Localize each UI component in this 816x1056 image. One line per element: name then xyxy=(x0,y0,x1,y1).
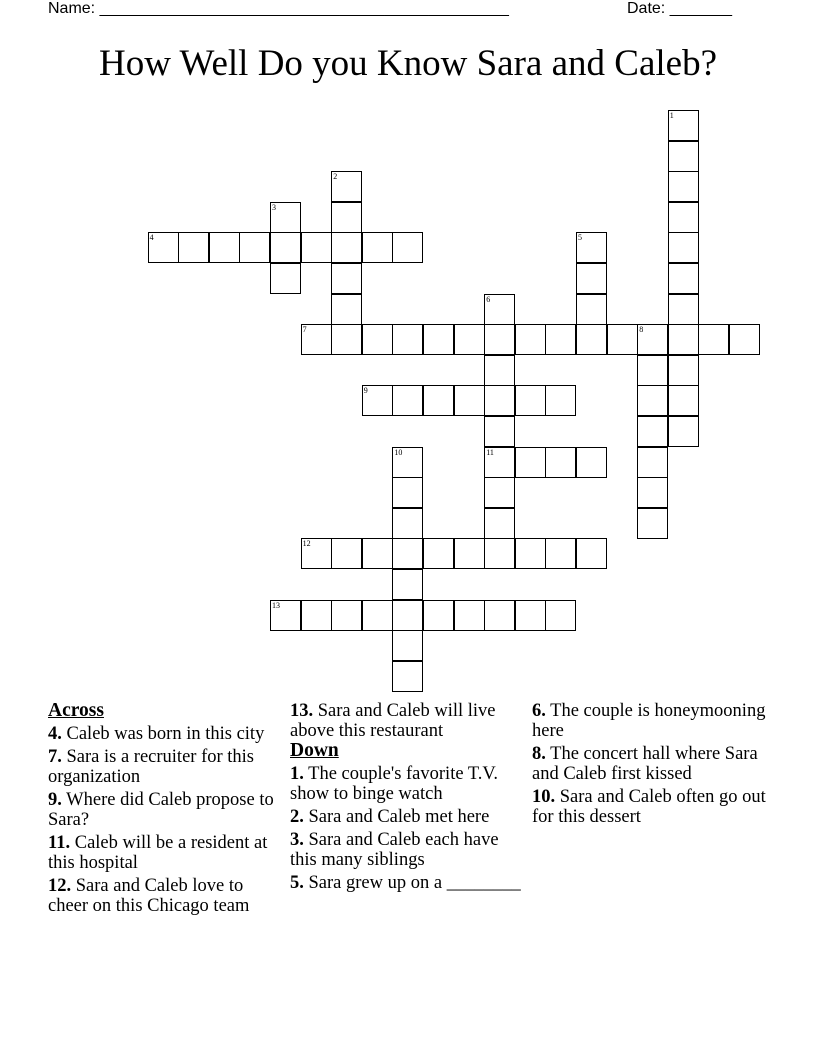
clue-down-1: 1. The couple's favorite T.V. show to binge watch xyxy=(290,764,498,804)
grid-cell[interactable] xyxy=(576,447,607,478)
grid-cell[interactable] xyxy=(576,232,607,263)
grid-cell[interactable] xyxy=(484,508,515,539)
grid-cell[interactable] xyxy=(270,232,301,263)
grid-cell[interactable] xyxy=(178,232,209,263)
clue-down-10: 10. Sara and Caleb often go out for this dessert xyxy=(532,787,766,827)
grid-cell[interactable] xyxy=(668,355,699,386)
clue-number: 4 xyxy=(149,233,154,243)
grid-cell[interactable] xyxy=(392,385,423,416)
grid-cell[interactable] xyxy=(576,263,607,294)
grid-cell[interactable] xyxy=(423,538,454,569)
clue-down-5: 5. Sara grew up on a ________ xyxy=(290,873,521,893)
grid-cell[interactable] xyxy=(668,324,699,355)
grid-cell[interactable] xyxy=(423,600,454,631)
grid-cell[interactable] xyxy=(392,324,423,355)
grid-cell[interactable] xyxy=(331,600,362,631)
grid-cell[interactable] xyxy=(637,508,668,539)
clue-number: 13 xyxy=(272,600,280,610)
grid-cell[interactable] xyxy=(545,447,576,478)
grid-cell[interactable] xyxy=(331,202,362,233)
grid-cell[interactable] xyxy=(668,232,699,263)
grid-cell[interactable] xyxy=(484,447,515,478)
clue-across-13: 13. Sara and Caleb will live above this restaurant xyxy=(290,701,496,741)
clue-number: 3 xyxy=(272,202,276,212)
grid-cell[interactable] xyxy=(637,447,668,478)
grid-cell[interactable] xyxy=(301,324,332,355)
grid-cell[interactable] xyxy=(637,416,668,447)
grid-cell[interactable] xyxy=(362,324,393,355)
clues-column-1 xyxy=(48,701,278,916)
grid-cell[interactable] xyxy=(515,600,546,631)
grid-cell[interactable] xyxy=(331,324,362,355)
grid-cell[interactable] xyxy=(484,385,515,416)
grid-cell[interactable] xyxy=(545,385,576,416)
grid-cell[interactable] xyxy=(423,385,454,416)
clue-down-2: 2. Sara and Caleb met here xyxy=(290,807,490,827)
grid-cell[interactable] xyxy=(729,324,760,355)
grid-cell[interactable] xyxy=(392,232,423,263)
grid-cell[interactable] xyxy=(515,385,546,416)
grid-cell[interactable] xyxy=(698,324,729,355)
grid-cell[interactable] xyxy=(392,630,423,661)
grid-cell[interactable] xyxy=(484,294,515,325)
clue-number: 8 xyxy=(639,325,644,335)
clue-number: 12 xyxy=(302,539,311,549)
clue-number: 2 xyxy=(333,172,338,182)
grid-cell[interactable] xyxy=(668,385,699,416)
grid-cell[interactable] xyxy=(576,324,607,355)
grid-cell[interactable] xyxy=(607,324,638,355)
grid-cell[interactable] xyxy=(545,324,576,355)
clue-number: 11 xyxy=(486,447,494,457)
date-field-label: Date: _______ xyxy=(627,0,732,17)
grid-cell[interactable] xyxy=(637,385,668,416)
grid-cell[interactable] xyxy=(668,171,699,202)
grid-cell[interactable] xyxy=(484,416,515,447)
page-title: How Well Do you Know Sara and Caleb? xyxy=(98,43,717,84)
grid-cell[interactable] xyxy=(515,538,546,569)
clue-across-11: 11. Caleb will be a resident at this hospital xyxy=(48,833,268,873)
grid-cell[interactable] xyxy=(484,600,515,631)
grid-cell[interactable] xyxy=(668,202,699,233)
grid-cell[interactable] xyxy=(362,385,393,416)
grid-cell[interactable] xyxy=(362,538,393,569)
grid-cell[interactable] xyxy=(637,477,668,508)
grid-cell[interactable] xyxy=(270,600,301,631)
grid-cell[interactable] xyxy=(392,508,423,539)
grid-cell[interactable] xyxy=(484,324,515,355)
grid-cell[interactable] xyxy=(454,600,485,631)
clue-across-12: 12. Sara and Caleb love to cheer on this Chicago team xyxy=(48,876,250,916)
across-heading: Across xyxy=(48,700,104,721)
grid-cell[interactable] xyxy=(270,202,301,233)
clues-column-3 xyxy=(532,701,772,827)
grid-cell[interactable] xyxy=(484,355,515,386)
down-heading: Down xyxy=(290,740,339,761)
grid-cell[interactable] xyxy=(423,324,454,355)
grid-cell[interactable] xyxy=(392,569,423,600)
grid-cell[interactable] xyxy=(331,263,362,294)
grid-cell[interactable] xyxy=(239,232,270,263)
grid-cell[interactable] xyxy=(270,263,301,294)
grid-cell[interactable] xyxy=(668,110,699,141)
grid-cell[interactable] xyxy=(454,538,485,569)
grid-cell[interactable] xyxy=(392,538,423,569)
grid-cell[interactable] xyxy=(668,294,699,325)
grid-cell[interactable] xyxy=(637,355,668,386)
clue-number: 10 xyxy=(394,447,403,457)
grid-cell[interactable] xyxy=(668,416,699,447)
clue-number: 1 xyxy=(669,111,674,120)
grid-cell[interactable] xyxy=(545,538,576,569)
clue-down-8: 8. The concert hall where Sara and Caleb first kissed xyxy=(532,744,758,784)
grid-cell[interactable] xyxy=(668,141,699,172)
grid-cell[interactable] xyxy=(668,263,699,294)
clue-across-4: 4. Caleb was born in this city xyxy=(48,724,265,744)
grid-cell[interactable] xyxy=(484,538,515,569)
grid-cell[interactable] xyxy=(392,477,423,508)
clue-number: 6 xyxy=(486,294,491,304)
name-field-label: Name: ______________________________________________ xyxy=(48,0,509,17)
grid-cell[interactable] xyxy=(148,232,179,263)
grid-cell[interactable] xyxy=(301,538,332,569)
clues-column-2 xyxy=(290,701,525,893)
grid-cell[interactable] xyxy=(515,324,546,355)
grid-cell[interactable] xyxy=(545,600,576,631)
clue-across-9: 9. Where did Caleb propose to Sara? xyxy=(48,790,274,830)
clue-number: 7 xyxy=(302,325,307,335)
grid-cell[interactable] xyxy=(331,294,362,325)
clue-number: 9 xyxy=(363,386,368,396)
grid-cell[interactable] xyxy=(484,477,515,508)
grid-cell[interactable] xyxy=(331,538,362,569)
clue-down-6: 6. The couple is honeymooning here xyxy=(532,701,766,741)
grid-cell[interactable] xyxy=(301,232,332,263)
grid-cell[interactable] xyxy=(637,324,668,355)
clue-across-7: 7. Sara is a recruiter for this organization xyxy=(48,747,254,787)
grid-cell[interactable] xyxy=(362,600,393,631)
grid-cell[interactable] xyxy=(454,385,485,416)
grid-cell[interactable] xyxy=(331,232,362,263)
grid-cell[interactable] xyxy=(515,447,546,478)
grid-cell[interactable] xyxy=(362,232,393,263)
grid-cell[interactable] xyxy=(331,171,362,202)
grid-cell[interactable] xyxy=(576,294,607,325)
grid-cell[interactable] xyxy=(392,600,423,631)
grid-cell[interactable] xyxy=(454,324,485,355)
grid-cell[interactable] xyxy=(209,232,240,263)
grid-cell[interactable] xyxy=(392,661,423,692)
clue-down-3: 3. Sara and Caleb each have this many siblings xyxy=(290,830,499,870)
grid-cell[interactable] xyxy=(301,600,332,631)
grid-cell[interactable] xyxy=(576,538,607,569)
grid-cell[interactable] xyxy=(392,447,423,478)
clue-number: 5 xyxy=(578,233,582,243)
